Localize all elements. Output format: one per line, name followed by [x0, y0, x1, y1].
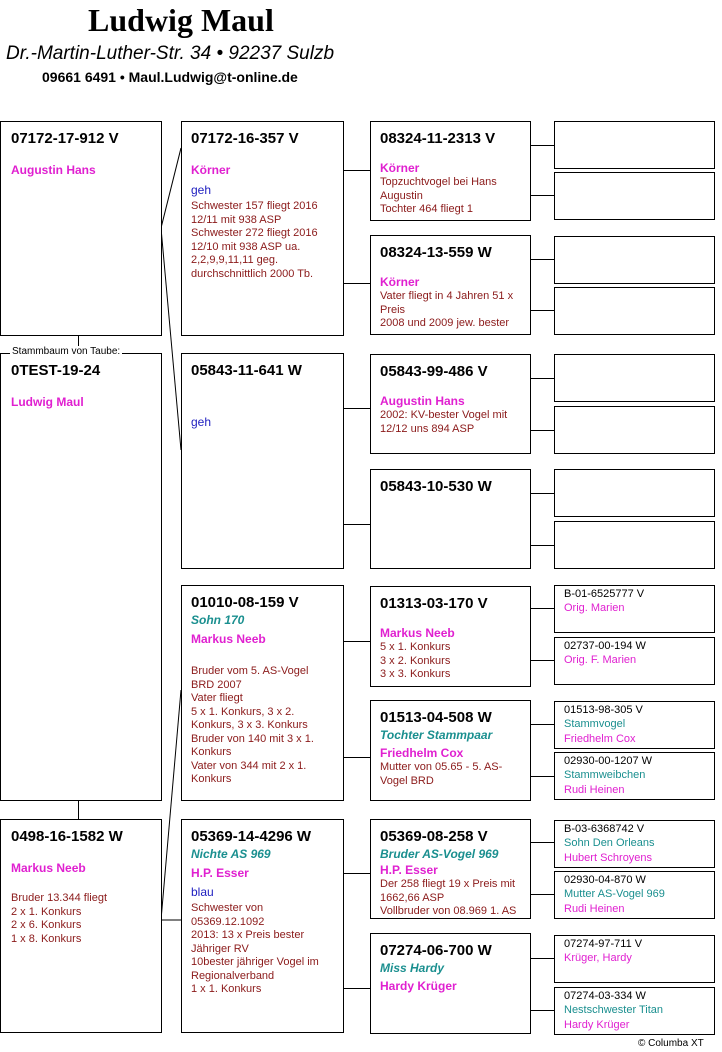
father-card[interactable]: [0, 121, 162, 336]
owner-name: Orig. Marien: [564, 602, 625, 614]
breeder-name: Ludwig Maul: [88, 2, 274, 38]
ancestor-gen4-card[interactable]: [554, 637, 715, 685]
ring-number: 07172-16-357 V: [191, 130, 299, 147]
ring-number: 08324-13-559 W: [380, 244, 492, 261]
ancestor-gen4-empty-2[interactable]: [554, 172, 715, 220]
notes: Bruder 13.344 fliegt 2 x 1. Konkurs 2 x 6. Konkurs 1 x 8. Konkurs: [11, 892, 108, 945]
notes: Schwester 157 fliegt 2016 12/11 mit 938 ASP Schwester 272 fliegt 2016 12/10 mit 938 ASP ua. 2,2,9,9,11,11 geg. durchschnittlich 2000 Tb.: [191, 200, 318, 280]
owner-name: Körner: [380, 161, 420, 175]
ring-number: 02930-00-1207 W: [564, 755, 653, 767]
owner-name: Ludwig Maul: [11, 395, 84, 409]
ancestor-mmf-card[interactable]: [370, 819, 531, 919]
ancestor-mff-card[interactable]: [370, 586, 531, 687]
ring-number: 07274-97-711 V: [564, 938, 643, 950]
subject-card[interactable]: [0, 353, 162, 801]
pigeon-title: Sohn 170: [191, 613, 245, 627]
ancestor-fmm-card[interactable]: [370, 469, 531, 569]
owner-name: Hardy Krüger: [380, 979, 457, 993]
ancestor-ffm-card[interactable]: [370, 235, 531, 335]
notes: Topzuchtvogel bei Hans Augustin Tochter 464 fliegt 1: [380, 176, 497, 215]
ancestor-gen4-card[interactable]: [554, 871, 715, 919]
notes: Mutter von 05.65 - 5. AS- Vogel BRD: [380, 761, 503, 787]
grandmother-paternal-card[interactable]: [181, 353, 344, 569]
owner-name: Markus Neeb: [11, 861, 86, 875]
owner-name: Augustin Hans: [380, 394, 465, 408]
ancestor-mfm-card[interactable]: [370, 700, 531, 801]
owner-name: Körner: [380, 275, 420, 289]
ring-number: 05843-99-486 V: [380, 363, 488, 380]
owner-name: Augustin Hans: [11, 163, 96, 177]
feather-color: geh: [191, 183, 212, 197]
grandfather-paternal-card[interactable]: [181, 121, 344, 336]
ancestor-gen4-card[interactable]: [554, 585, 715, 633]
ancestor-gen4-empty-1[interactable]: [554, 121, 715, 169]
owner-name: Rudi Heinen: [564, 784, 625, 796]
ring-number: 05369-14-4296 W: [191, 828, 312, 845]
ancestor-gen4-card[interactable]: [554, 752, 715, 800]
grandfather-maternal-card[interactable]: [181, 585, 344, 801]
owner-name: Markus Neeb: [380, 626, 455, 640]
pigeon-title: Stammweibchen: [564, 769, 646, 781]
notes: Der 258 fliegt 19 x Preis mit 1662,66 ASP Vollbruder von 08.969 1. AS: [380, 878, 517, 917]
mother-card[interactable]: [0, 819, 162, 1033]
owner-name: Krüger, Hardy: [564, 952, 632, 964]
ring-number: 01313-03-170 V: [380, 595, 488, 612]
ring-number: 0498-16-1582 W: [11, 828, 123, 845]
feather-color: blau: [191, 885, 214, 899]
owner-name: H.P. Esser: [191, 866, 249, 880]
pigeon-title: Sohn Den Orleans: [564, 837, 655, 849]
pigeon-title: Mutter AS-Vogel 969: [564, 888, 665, 900]
ring-number: 0TEST-19-24: [11, 362, 101, 379]
pedigree-label: Stammbaum von Taube:: [12, 346, 121, 357]
ancestor-gen4-card[interactable]: [554, 935, 715, 983]
ring-number: 07172-17-912 V: [11, 130, 119, 147]
owner-name: Hardy Krüger: [564, 1019, 630, 1031]
ancestor-mmm-card[interactable]: [370, 933, 531, 1034]
ring-number: 02737-00-194 W: [564, 640, 646, 652]
owner-name: Rudi Heinen: [564, 903, 625, 915]
pigeon-title: Nichte AS 969: [191, 847, 271, 861]
ancestor-gen4-card[interactable]: [554, 701, 715, 749]
ancestor-gen4-empty-7[interactable]: [554, 469, 715, 517]
breeder-address: Dr.-Martin-Luther-Str. 34 • 92237 Sulzb: [6, 43, 335, 64]
ring-number: B-03-6368742 V: [564, 823, 645, 835]
ring-number: 08324-11-2313 V: [380, 130, 496, 147]
owner-name: H.P. Esser: [380, 863, 438, 877]
ring-number: 05843-11-641 W: [191, 362, 302, 379]
pigeon-title: Stammvogel: [564, 718, 626, 730]
notes: 5 x 1. Konkurs 3 x 2. Konkurs 3 x 3. Konkurs: [380, 641, 451, 680]
notes: Schwester von 05369.12.1092 2013: 13 x Preis bester Jähriger RV 10bester jähriger Vogel im Regionalverband 1 x 1. Konkurs: [191, 902, 319, 995]
ancestor-gen4-empty-5[interactable]: [554, 354, 715, 402]
owner-name: Hubert Schroyens: [564, 852, 653, 864]
ring-number: 07274-06-700 W: [380, 942, 492, 959]
ring-number: 01010-08-159 V: [191, 594, 299, 611]
ancestor-gen4-card[interactable]: [554, 987, 715, 1035]
owner-name: Markus Neeb: [191, 632, 266, 646]
ancestor-gen4-empty-8[interactable]: [554, 521, 715, 569]
footer-copyright: © Columba XT: [638, 1038, 704, 1049]
ring-number: 01513-98-305 V: [564, 704, 643, 716]
owner-name: Körner: [191, 163, 231, 177]
ring-number: 05843-10-530 W: [380, 478, 492, 495]
pigeon-title: Bruder AS-Vogel 969: [380, 847, 499, 861]
ring-number: 02930-04-870 W: [564, 874, 646, 886]
ancestor-fff-card[interactable]: [370, 121, 531, 221]
ring-number: 05369-08-258 V: [380, 828, 488, 845]
pigeon-title: Nestschwester Titan: [564, 1004, 664, 1016]
ancestor-gen4-empty-4[interactable]: [554, 287, 715, 335]
owner-name: Orig. F. Marien: [564, 654, 637, 666]
ancestor-gen4-card[interactable]: [554, 820, 715, 868]
ring-number: B-01-6525777 V: [564, 588, 645, 600]
ring-number: 01513-04-508 W: [380, 709, 492, 726]
pigeon-title: Tochter Stammpaar: [380, 728, 493, 742]
breeder-contact: 09661 6491 • Maul.Ludwig@t-online.de: [42, 69, 298, 85]
ancestor-fmf-card[interactable]: [370, 354, 531, 454]
pigeon-title: Miss Hardy: [380, 961, 445, 975]
grandmother-maternal-card[interactable]: [181, 819, 344, 1033]
notes: Bruder vom 5. AS-Vogel BRD 2007 Vater fliegt 5 x 1. Konkurs, 3 x 2. Konkurs, 3 x 3. Konkurs Bruder von 140 mit 3 x 1. Konkurs Vater von 344 mit 2 x 1. Konkurs: [191, 665, 314, 785]
owner-name: Friedhelm Cox: [564, 733, 636, 745]
owner-name: Friedhelm Cox: [380, 746, 464, 760]
notes: 2002: KV-bester Vogel mit 12/12 uns 894 ASP: [380, 409, 508, 435]
ancestor-gen4-empty-3[interactable]: [554, 236, 715, 284]
ring-number: 07274-03-334 W: [564, 990, 646, 1002]
notes: Vater fliegt in 4 Jahren 51 x Preis 2008 und 2009 jew. bester: [380, 290, 514, 329]
feather-color: geh: [191, 415, 212, 429]
ancestor-gen4-empty-6[interactable]: [554, 406, 715, 454]
